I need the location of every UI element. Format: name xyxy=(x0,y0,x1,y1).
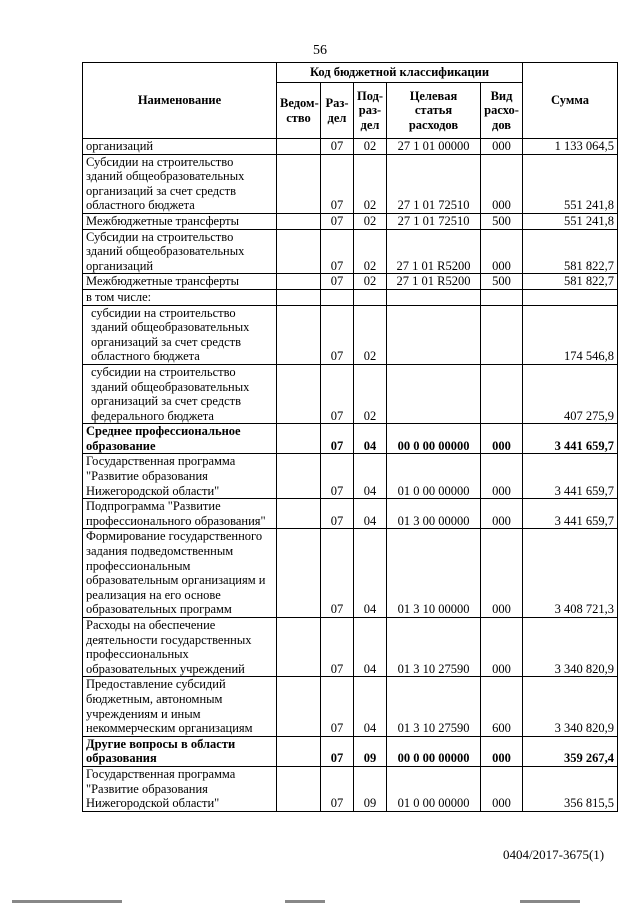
cell-expense-type: 000 xyxy=(481,229,523,274)
cell-sum: 3 408 721,3 xyxy=(523,529,618,618)
cell-razdel: 07 xyxy=(321,529,354,618)
cell-sum: 3 441 659,7 xyxy=(523,424,618,454)
document-code: 0404/2017-3675(1) xyxy=(503,847,605,862)
table-row xyxy=(83,274,618,290)
cell-sum: 174 546,8 xyxy=(523,305,618,364)
header-name: Наименование xyxy=(83,63,277,139)
cell-podrazdel: 02 xyxy=(354,154,387,213)
cell-expense-type: 000 xyxy=(481,618,523,677)
cell-razdel: 07 xyxy=(321,154,354,213)
cell-name: Формирование государственного задания подведомственным профессиональным образовательным организациям и реализация на его основе образовательных программ xyxy=(83,529,277,618)
cell-expense-type: 000 xyxy=(481,529,523,618)
cell-target-item: 00 0 00 00000 xyxy=(387,736,481,766)
cell-razdel: 07 xyxy=(321,364,354,423)
cell-target-item: 00 0 00 00000 xyxy=(387,424,481,454)
cell-razdel: 07 xyxy=(321,274,354,290)
cell-expense-type: 000 xyxy=(481,154,523,213)
cell-expense-type: 000 xyxy=(481,736,523,766)
cell-vedomstvo xyxy=(277,139,321,155)
cell-target-item xyxy=(387,289,481,305)
cell-target-item: 01 0 00 00000 xyxy=(387,766,481,811)
cell-razdel: 07 xyxy=(321,424,354,454)
cell-vedomstvo xyxy=(277,154,321,213)
cell-sum: 581 822,7 xyxy=(523,229,618,274)
cell-razdel xyxy=(321,289,354,305)
cell-sum xyxy=(523,289,618,305)
cell-target-item: 27 1 01 R5200 xyxy=(387,274,481,290)
table-row xyxy=(83,213,618,229)
cell-razdel: 07 xyxy=(321,736,354,766)
cell-razdel: 07 xyxy=(321,677,354,736)
cell-sum: 551 241,8 xyxy=(523,154,618,213)
cell-razdel: 07 xyxy=(321,213,354,229)
table-row xyxy=(83,677,618,736)
table-row xyxy=(83,736,618,766)
table-row xyxy=(83,499,618,529)
cell-expense-type: 600 xyxy=(481,677,523,736)
cell-vedomstvo xyxy=(277,529,321,618)
cell-vedomstvo xyxy=(277,677,321,736)
cell-sum: 356 815,5 xyxy=(523,766,618,811)
table-row xyxy=(83,454,618,499)
cell-vedomstvo xyxy=(277,424,321,454)
header-sum: Сумма xyxy=(523,63,618,139)
cell-vedomstvo xyxy=(277,364,321,423)
table-row xyxy=(83,289,618,305)
cell-target-item: 01 0 00 00000 xyxy=(387,454,481,499)
cell-razdel: 07 xyxy=(321,229,354,274)
cell-expense-type xyxy=(481,305,523,364)
cell-vedomstvo xyxy=(277,454,321,499)
cell-name: Предоставление субсидий бюджетным, автономным учреждениям и иным некоммерческим организациям xyxy=(83,677,277,736)
cell-target-item: 01 3 10 27590 xyxy=(387,618,481,677)
cell-expense-type: 000 xyxy=(481,454,523,499)
cell-name: организаций xyxy=(83,139,277,155)
cell-podrazdel: 09 xyxy=(354,766,387,811)
cell-razdel: 07 xyxy=(321,618,354,677)
cell-podrazdel: 02 xyxy=(354,229,387,274)
cell-target-item: 01 3 10 27590 xyxy=(387,677,481,736)
cell-name: Государственная программа "Развитие образования Нижегородской области" xyxy=(83,454,277,499)
table-row xyxy=(83,305,618,364)
cell-target-item: 01 3 00 00000 xyxy=(387,499,481,529)
cell-sum: 3 441 659,7 xyxy=(523,499,618,529)
table-row xyxy=(83,139,618,155)
cell-name: Среднее профессиональное образование xyxy=(83,424,277,454)
cell-sum: 3 340 820,9 xyxy=(523,677,618,736)
cell-podrazdel xyxy=(354,289,387,305)
cell-podrazdel: 09 xyxy=(354,736,387,766)
cell-expense-type: 000 xyxy=(481,499,523,529)
cell-name: Государственная программа "Развитие образования Нижегородской области" xyxy=(83,766,277,811)
cell-vedomstvo xyxy=(277,229,321,274)
cell-target-item: 27 1 01 72510 xyxy=(387,213,481,229)
cell-podrazdel: 04 xyxy=(354,499,387,529)
cell-name: в том числе: xyxy=(83,289,277,305)
cell-name: субсидии на строительство зданий общеобразовательных организаций за счет средств областного бюджета xyxy=(83,305,277,364)
header-classification-group: Код бюджетной классификации xyxy=(277,63,523,83)
cell-expense-type: 000 xyxy=(481,424,523,454)
cell-podrazdel: 02 xyxy=(354,305,387,364)
table-row xyxy=(83,364,618,423)
cell-podrazdel: 04 xyxy=(354,424,387,454)
cell-name: Межбюджетные трансферты xyxy=(83,274,277,290)
cell-name: Расходы на обеспечение деятельности государственных профессиональных образовательных учреждений xyxy=(83,618,277,677)
cell-target-item: 27 1 01 00000 xyxy=(387,139,481,155)
cell-expense-type xyxy=(481,289,523,305)
cell-target-item: 01 3 10 00000 xyxy=(387,529,481,618)
cell-vedomstvo xyxy=(277,736,321,766)
cell-name: Другие вопросы в области образования xyxy=(83,736,277,766)
cell-target-item xyxy=(387,305,481,364)
cell-target-item: 27 1 01 72510 xyxy=(387,154,481,213)
cell-razdel: 07 xyxy=(321,454,354,499)
cell-target-item xyxy=(387,364,481,423)
cell-sum: 581 822,7 xyxy=(523,274,618,290)
cell-sum: 1 133 064,5 xyxy=(523,139,618,155)
cell-podrazdel: 04 xyxy=(354,618,387,677)
cell-expense-type: 500 xyxy=(481,213,523,229)
table-header xyxy=(83,63,618,139)
header-razdel: Раз-дел xyxy=(321,83,354,139)
cell-sum: 359 267,4 xyxy=(523,736,618,766)
table-row xyxy=(83,529,618,618)
cell-podrazdel: 02 xyxy=(354,274,387,290)
cell-name: Субсидии на строительство зданий общеобразовательных организаций за счет средств областного бюджета xyxy=(83,154,277,213)
scan-edge-marks xyxy=(0,898,640,905)
cell-name: субсидии на строительство зданий общеобразовательных организаций за счет средств федерального бюджета xyxy=(83,364,277,423)
cell-razdel: 07 xyxy=(321,305,354,364)
cell-name: Подпрограмма "Развитие профессионального образования" xyxy=(83,499,277,529)
table-body xyxy=(83,139,618,812)
header-podrazdel: Под-раз-дел xyxy=(354,83,387,139)
cell-podrazdel: 04 xyxy=(354,529,387,618)
cell-vedomstvo xyxy=(277,274,321,290)
header-expense-type: Вид расхо-дов xyxy=(481,83,523,139)
table-row xyxy=(83,154,618,213)
cell-vedomstvo xyxy=(277,499,321,529)
table-row xyxy=(83,618,618,677)
cell-name: Субсидии на строительство зданий общеобразовательных организаций xyxy=(83,229,277,274)
cell-sum: 3 441 659,7 xyxy=(523,454,618,499)
cell-expense-type: 000 xyxy=(481,766,523,811)
cell-name: Межбюджетные трансферты xyxy=(83,213,277,229)
cell-vedomstvo xyxy=(277,618,321,677)
cell-podrazdel: 04 xyxy=(354,677,387,736)
cell-vedomstvo xyxy=(277,289,321,305)
cell-sum: 407 275,9 xyxy=(523,364,618,423)
cell-vedomstvo xyxy=(277,305,321,364)
header-target-item: Целевая статья расходов xyxy=(387,83,481,139)
cell-razdel: 07 xyxy=(321,499,354,529)
cell-expense-type: 000 xyxy=(481,139,523,155)
header-vedomstvo: Ведом-ство xyxy=(277,83,321,139)
table-row xyxy=(83,424,618,454)
cell-razdel: 07 xyxy=(321,139,354,155)
cell-podrazdel: 04 xyxy=(354,454,387,499)
budget-table xyxy=(82,62,618,812)
cell-sum: 551 241,8 xyxy=(523,213,618,229)
cell-podrazdel: 02 xyxy=(354,139,387,155)
cell-vedomstvo xyxy=(277,213,321,229)
cell-expense-type: 500 xyxy=(481,274,523,290)
table-row xyxy=(83,766,618,811)
cell-podrazdel: 02 xyxy=(354,213,387,229)
cell-razdel: 07 xyxy=(321,766,354,811)
cell-expense-type xyxy=(481,364,523,423)
cell-vedomstvo xyxy=(277,766,321,811)
cell-sum: 3 340 820,9 xyxy=(523,618,618,677)
cell-podrazdel: 02 xyxy=(354,364,387,423)
table-row xyxy=(83,229,618,274)
page-number: 56 xyxy=(313,43,327,58)
cell-target-item: 27 1 01 R5200 xyxy=(387,229,481,274)
